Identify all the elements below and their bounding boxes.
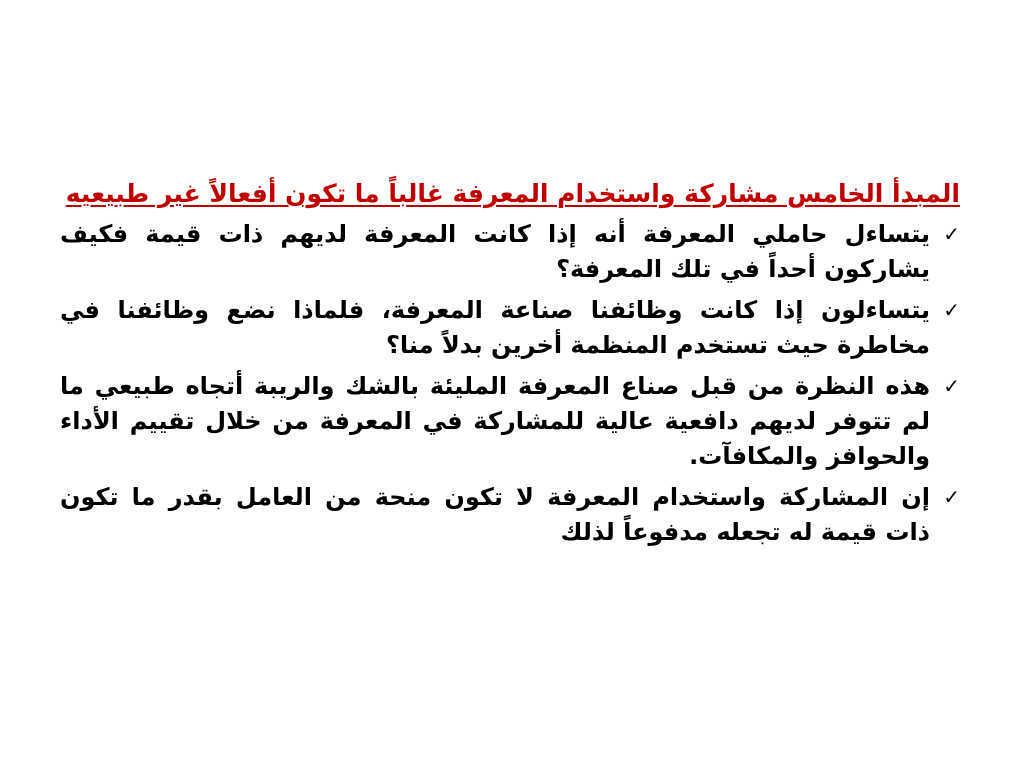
bullet-item: [60, 369, 960, 474]
bullet-item: [60, 217, 960, 287]
checkmark-icon: ✓: [943, 485, 960, 509]
bullet-text: إن المشاركة واستخدام المعرفة لا تكون منحة من العامل بقدر ما تكون ذات قيمة له تجعله مدفوعاً لذلك: [60, 483, 930, 546]
slide-heading: المبدأ الخامس مشاركة واستخدام المعرفة غالباً ما تكون أفعالاً غير طبيعيه: [65, 179, 960, 208]
bullet-list: [60, 217, 960, 550]
bullet-text: هذه النظرة من قبل صناع المعرفة المليئة بالشك والريبة أتجاه طبيعي ما لم تتوفر لديهم دافعية عالية للمشاركة في المعرفة من خلال تقييم الأداء والحوافز والمكافآت.: [60, 372, 930, 470]
bullet-text: يتساءل حاملي المعرفة أنه إذا كانت المعرفة لديهم ذات قيمة فكيف يشاركون أحداً في تلك المعرفة؟: [60, 220, 930, 283]
bullet-text: يتساءلون إذا كانت وظائفنا صناعة المعرفة، فلماذا نضع وظائفنا في مخاطرة حيث تستخدم المنظمة أخرين بدلاً منا؟: [60, 296, 930, 359]
checkmark-icon: ✓: [943, 222, 960, 246]
checkmark-icon: ✓: [943, 374, 960, 398]
bullet-item: [60, 480, 960, 550]
bullet-item: [60, 293, 960, 363]
slide-content: [60, 176, 960, 556]
checkmark-icon: ✓: [943, 298, 960, 322]
